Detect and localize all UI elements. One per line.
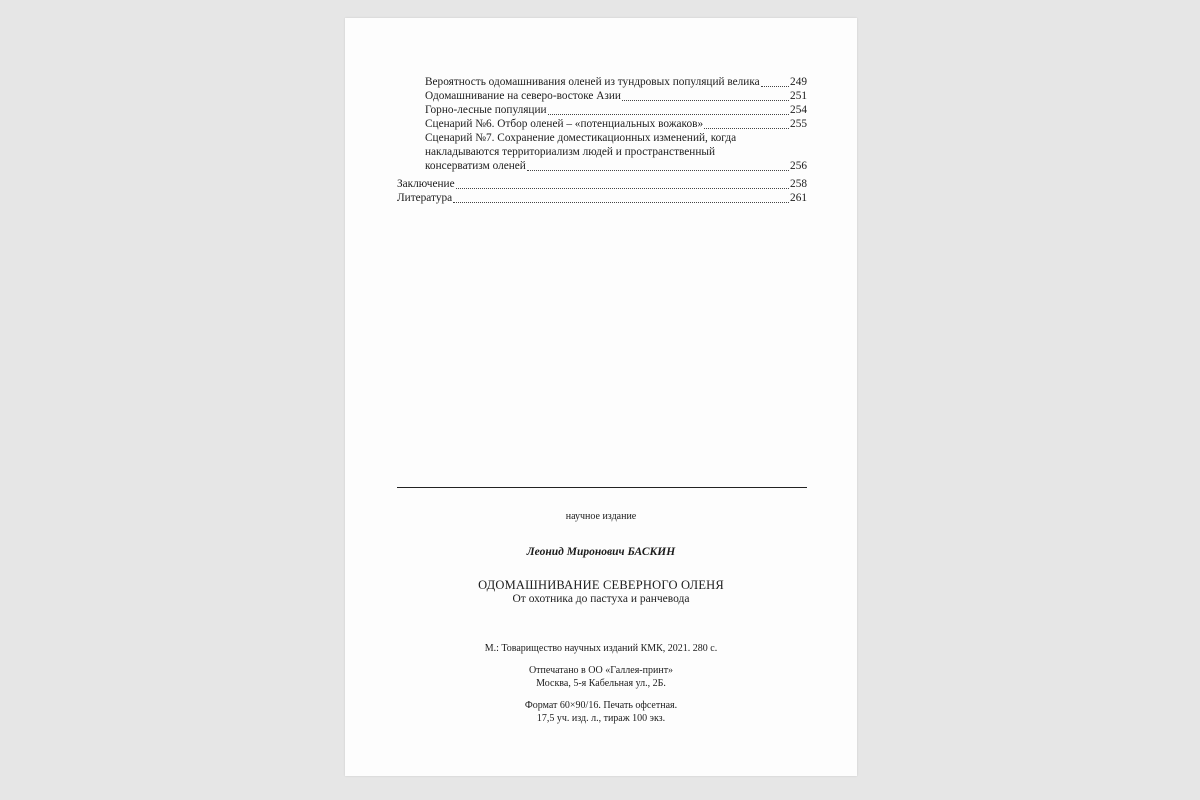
toc-entry-top — [397, 191, 807, 205]
toc-entry-page: 258 — [790, 178, 807, 190]
toc-entry-title: Вероятность одомашнивания оленей из тундровых популяций велика — [425, 76, 760, 88]
toc-leader-dots — [527, 164, 789, 171]
toc-entry — [397, 117, 807, 131]
toc-entry-title: Горно-лесные популяции — [425, 104, 547, 116]
table-of-contents — [397, 75, 807, 205]
author-name: Леонид Миронович БАСКИН — [526, 546, 676, 558]
toc-leader-dots — [704, 122, 789, 129]
toc-entry-title: Заключение — [397, 178, 455, 190]
toc-entry-title-line: накладываются территориализм людей и пространственный — [425, 146, 716, 158]
toc-entry — [397, 75, 807, 89]
toc-entry-multiline — [397, 131, 807, 159]
toc-entry — [397, 159, 807, 173]
printing-info — [345, 664, 857, 690]
toc-entry-page: 249 — [790, 76, 807, 88]
publisher-line: М.: Товарищество научных изданий КМК, 2021. 280 с. — [484, 643, 718, 654]
edition-kind: научное издание — [565, 511, 637, 522]
toc-entry-page: 256 — [790, 160, 807, 172]
toc-entry-title-line: консерватизм оленей — [425, 160, 526, 172]
toc-leader-dots — [548, 108, 789, 115]
toc-entry-title: Одомашнивание на северо-востоке Азии — [425, 90, 621, 102]
toc-entry-page: 261 — [790, 192, 807, 204]
toc-entry-title: Сценарий №6. Отбор оленей – «потенциальных вожаков» — [425, 118, 704, 130]
book-page — [345, 18, 857, 776]
format-line: Формат 60×90/16. Печать офсетная. — [524, 700, 678, 711]
toc-leader-dots — [456, 182, 789, 189]
toc-entry-page: 251 — [790, 90, 807, 102]
toc-leader-dots — [761, 80, 789, 87]
toc-entry — [397, 89, 807, 103]
toc-leader-dots — [453, 196, 789, 203]
toc-entry-title: Литература — [397, 192, 453, 204]
format-info — [345, 699, 857, 725]
toc-leader-dots — [622, 94, 789, 101]
book-title: ОДОМАШНИВАНИЕ СЕВЕРНОГО ОЛЕНЯ — [478, 578, 724, 592]
circulation-line: 17,5 уч. изд. л., тираж 100 экз. — [536, 713, 666, 724]
printer-address: Москва, 5-я Кабельная ул., 2Б. — [536, 678, 666, 689]
toc-entry-top — [397, 177, 807, 191]
toc-entry-page: 255 — [790, 118, 807, 130]
printer-name: Отпечатано в ОО «Галлея-принт» — [528, 665, 674, 676]
book-subtitle: От охотника до пастуха и ранчевода — [512, 593, 690, 605]
toc-entry-title-line: Сценарий №7. Сохранение доместикационных изменений, когда — [425, 132, 737, 144]
toc-entry-page: 254 — [790, 104, 807, 116]
horizontal-rule — [397, 487, 807, 488]
toc-entry — [397, 103, 807, 117]
